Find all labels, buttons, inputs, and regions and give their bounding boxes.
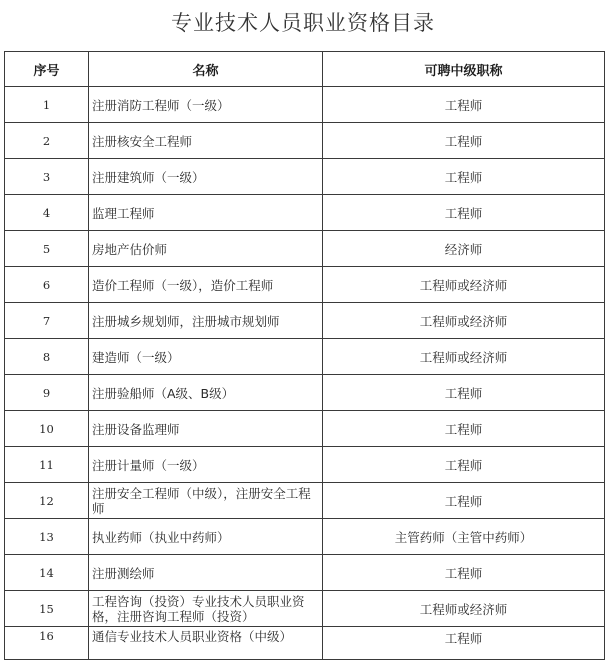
row-serial-number: 16 <box>5 627 89 660</box>
row-qualification-name: 注册消防工程师（一级） <box>89 87 323 123</box>
row-qualification-name: 注册建筑师（一级） <box>89 159 323 195</box>
row-qualification-name: 执业药师（执业中药师） <box>89 519 323 555</box>
row-mid-level-title: 工程师 <box>323 87 605 123</box>
row-mid-level-title: 工程师或经济师 <box>323 591 605 627</box>
row-serial-number: 2 <box>5 123 89 159</box>
table-row <box>5 591 605 627</box>
row-serial-number: 5 <box>5 231 89 267</box>
page-title: 专业技术人员职业资格目录 <box>171 11 435 35</box>
table-row <box>5 159 605 195</box>
row-mid-level-title: 工程师 <box>323 375 605 411</box>
row-qualification-name: 通信专业技术人员职业资格（中级） <box>89 627 323 660</box>
table-row <box>5 267 605 303</box>
row-mid-level-title: 主管药师（主管中药师） <box>323 519 605 555</box>
row-serial-number: 12 <box>5 483 89 519</box>
table-row <box>5 555 605 591</box>
table-header-row <box>5 52 605 87</box>
row-mid-level-title: 工程师 <box>323 483 605 519</box>
header-mid-level-title: 可聘中级职称 <box>323 52 605 87</box>
row-serial-number: 9 <box>5 375 89 411</box>
row-serial-number: 10 <box>5 411 89 447</box>
table-row <box>5 483 605 519</box>
row-qualification-name: 注册测绘师 <box>89 555 323 591</box>
row-serial-number: 7 <box>5 303 89 339</box>
row-qualification-name: 注册计量师（一级） <box>89 447 323 483</box>
header-serial-number: 序号 <box>5 52 89 87</box>
row-serial-number: 1 <box>5 87 89 123</box>
row-qualification-name: 房地产估价师 <box>89 231 323 267</box>
table-row <box>5 411 605 447</box>
table-row <box>5 87 605 123</box>
row-qualification-name: 造价工程师（一级），造价工程师 <box>89 267 323 303</box>
row-qualification-name: 监理工程师 <box>89 195 323 231</box>
table-row <box>5 447 605 483</box>
header-name: 名称 <box>89 52 323 87</box>
table-row <box>5 231 605 267</box>
row-serial-number: 6 <box>5 267 89 303</box>
table-row <box>5 303 605 339</box>
table-row <box>5 627 605 660</box>
row-serial-number: 3 <box>5 159 89 195</box>
row-qualification-name: 注册城乡规划师，注册城市规划师 <box>89 303 323 339</box>
row-qualification-name: 注册验船师（A级、B级） <box>89 375 323 411</box>
row-mid-level-title: 工程师 <box>323 555 605 591</box>
row-qualification-name: 建造师（一级） <box>89 339 323 375</box>
row-mid-level-title: 工程师或经济师 <box>323 303 605 339</box>
table-row <box>5 519 605 555</box>
table-row <box>5 123 605 159</box>
row-mid-level-title: 工程师 <box>323 627 605 660</box>
row-mid-level-title: 经济师 <box>323 231 605 267</box>
table-row <box>5 195 605 231</box>
row-serial-number: 8 <box>5 339 89 375</box>
row-mid-level-title: 工程师 <box>323 123 605 159</box>
row-qualification-name: 注册设备监理师 <box>89 411 323 447</box>
row-mid-level-title: 工程师 <box>323 411 605 447</box>
row-serial-number: 11 <box>5 447 89 483</box>
row-serial-number: 4 <box>5 195 89 231</box>
qualification-table <box>4 51 605 660</box>
row-qualification-name: 注册安全工程师（中级），注册安全工程师 <box>89 483 323 519</box>
row-mid-level-title: 工程师 <box>323 447 605 483</box>
row-qualification-name: 工程咨询（投资）专业技术人员职业资格，注册咨询工程师（投资） <box>89 591 323 627</box>
row-mid-level-title: 工程师 <box>323 195 605 231</box>
table-row <box>5 339 605 375</box>
row-mid-level-title: 工程师或经济师 <box>323 339 605 375</box>
row-serial-number: 15 <box>5 591 89 627</box>
table-row <box>5 375 605 411</box>
row-serial-number: 14 <box>5 555 89 591</box>
row-serial-number: 13 <box>5 519 89 555</box>
row-mid-level-title: 工程师或经济师 <box>323 267 605 303</box>
row-mid-level-title: 工程师 <box>323 159 605 195</box>
row-qualification-name: 注册核安全工程师 <box>89 123 323 159</box>
